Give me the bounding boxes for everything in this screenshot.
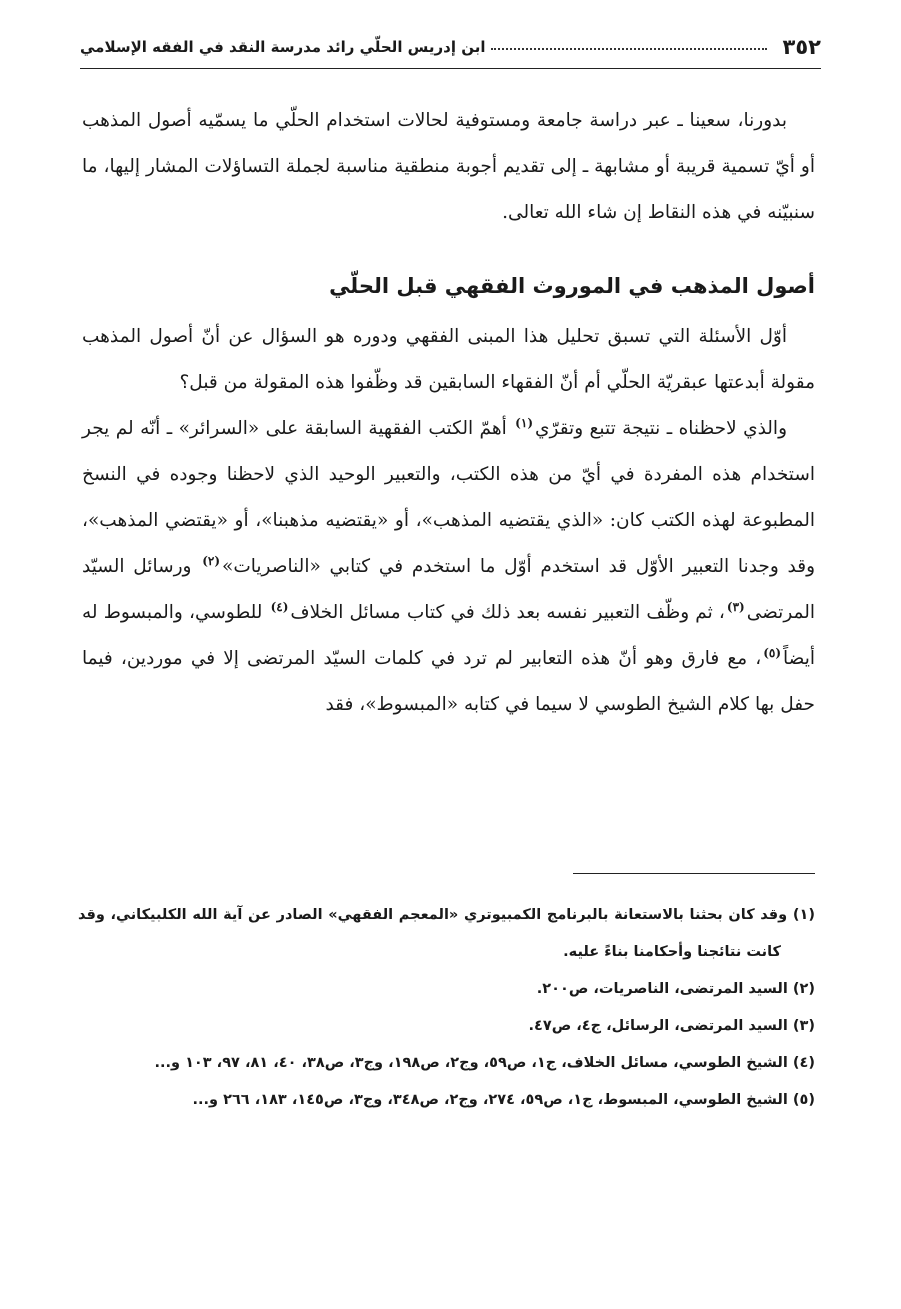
footnote-ref-1[interactable]: (١): [515, 415, 533, 430]
footnote-5: (٥) الشيخ الطوسي، المبسوط، ج١، ص٥٩، ٢٧٤، وج٢، ص٣٤٨، وج٣، ص١٤٥، ١٨٣، ٢٦٦ و...: [192, 1092, 815, 1108]
page-number: ٣٥٢: [782, 35, 821, 59]
paragraph-3-text: للطوسي، والمبسوط له أيضاً: [82, 602, 815, 669]
section-heading: أصول المذهب في الموروث الفقهي قبل الحلّي: [329, 274, 815, 298]
body-text: [82, 98, 815, 728]
paragraph-3-text: والذي لاحظناه ـ نتيجة تتبع وتقرّي: [535, 418, 787, 439]
footnote-ref-4[interactable]: (٤): [270, 599, 289, 614]
footnote-2: (٢) السيد المرتضى، الناصريات، ص٢٠٠.: [536, 981, 815, 997]
footnote-3: (٣) السيد المرتضى، الرسائل، ج٤، ص٤٧.: [528, 1018, 815, 1034]
paragraph-2: أوّل الأسئلة التي تسبق تحليل هذا المبنى الفقهي ودوره هو السؤال عن أنّ أصول المذهب مقولة أبدعتها عبقريّة الحلّي أم أنّ الفقهاء السابقين قد وظّفوا هذه المقولة من قبل؟: [82, 326, 815, 393]
paragraph-3-text: ، ثم وظّف التعبير نفسه بعد ذلك في كتاب مسائل الخلاف: [290, 602, 725, 623]
paragraph-3-text: أهمّ الكتب الفقهية السابقة على «السرائر» ـ أنّه لم يجر استخدام هذه المفردة في أيّ من هذه الكتب، والتعبير الوحيد الذي لاحظنا وجوده في النسخ المطبوعة لهذه الكتب كان: «الذي يقتضيه المذهب»، أو «يقتضيه مذهبنا»، أو «يقتضي المذهب»، وقد وجدنا التعبير الأوّل قد استخدم أوّل ما استخدم في كتابي «الناصريات»: [82, 418, 816, 577]
footnote-ref-2[interactable]: (٢): [202, 553, 221, 568]
footnote-ref-5[interactable]: (٥): [763, 645, 782, 660]
footnotes: [78, 897, 815, 1119]
footnote-separator: [573, 873, 815, 874]
running-header: [80, 32, 821, 62]
header-rule: [80, 68, 821, 69]
footnote-1: (١) وقد كان بحثنا بالاستعانة بالبرنامج الكمبيوتري «المعجم الفقهي» الصادر عن آية الله الكلبيكاني، وقد كانت نتائجنا وأحكامنا بناءً عليه.: [78, 907, 815, 960]
footnote-ref-3[interactable]: (٣): [726, 599, 745, 614]
paragraph-1: بدورنا، سعينا ـ عبر دراسة جامعة ومستوفية لحالات استخدام الحلّي ما يسمّيه أصول المذهب أو أيّ تسمية قريبة أو مشابهة ـ إلى تقديم أجوبة منطقية مناسبة لجملة التساؤلات المشار إليها، ما سنبيّنه في هذه النقاط إن شاء الله تعالى.: [82, 110, 815, 223]
footnote-4: (٤) الشيخ الطوسي، مسائل الخلاف، ج١، ص٥٩، وج٢، ص١٩٨، وج٣، ص٣٨، ٤٠، ٨١، ٩٧، ١٠٣ و...: [154, 1055, 815, 1071]
paragraph-3-text: ورسائل السيّد المرتضى: [82, 556, 816, 623]
paragraph-3: [82, 406, 815, 728]
paragraph-3-text: ، مع فارق وهو أنّ هذه التعابير لم ترد في كلمات السيّد المرتضى إلا في موردين، فيما حفل بها كلام الشيخ الطوسي لا سيما في كتابه «المبسوط»، فقد: [82, 648, 815, 715]
running-title: ابن إدريس الحلّي رائد مدرسة النقد في الفقه الإسلامي: [80, 38, 486, 56]
header-dot-leader: [491, 48, 766, 50]
